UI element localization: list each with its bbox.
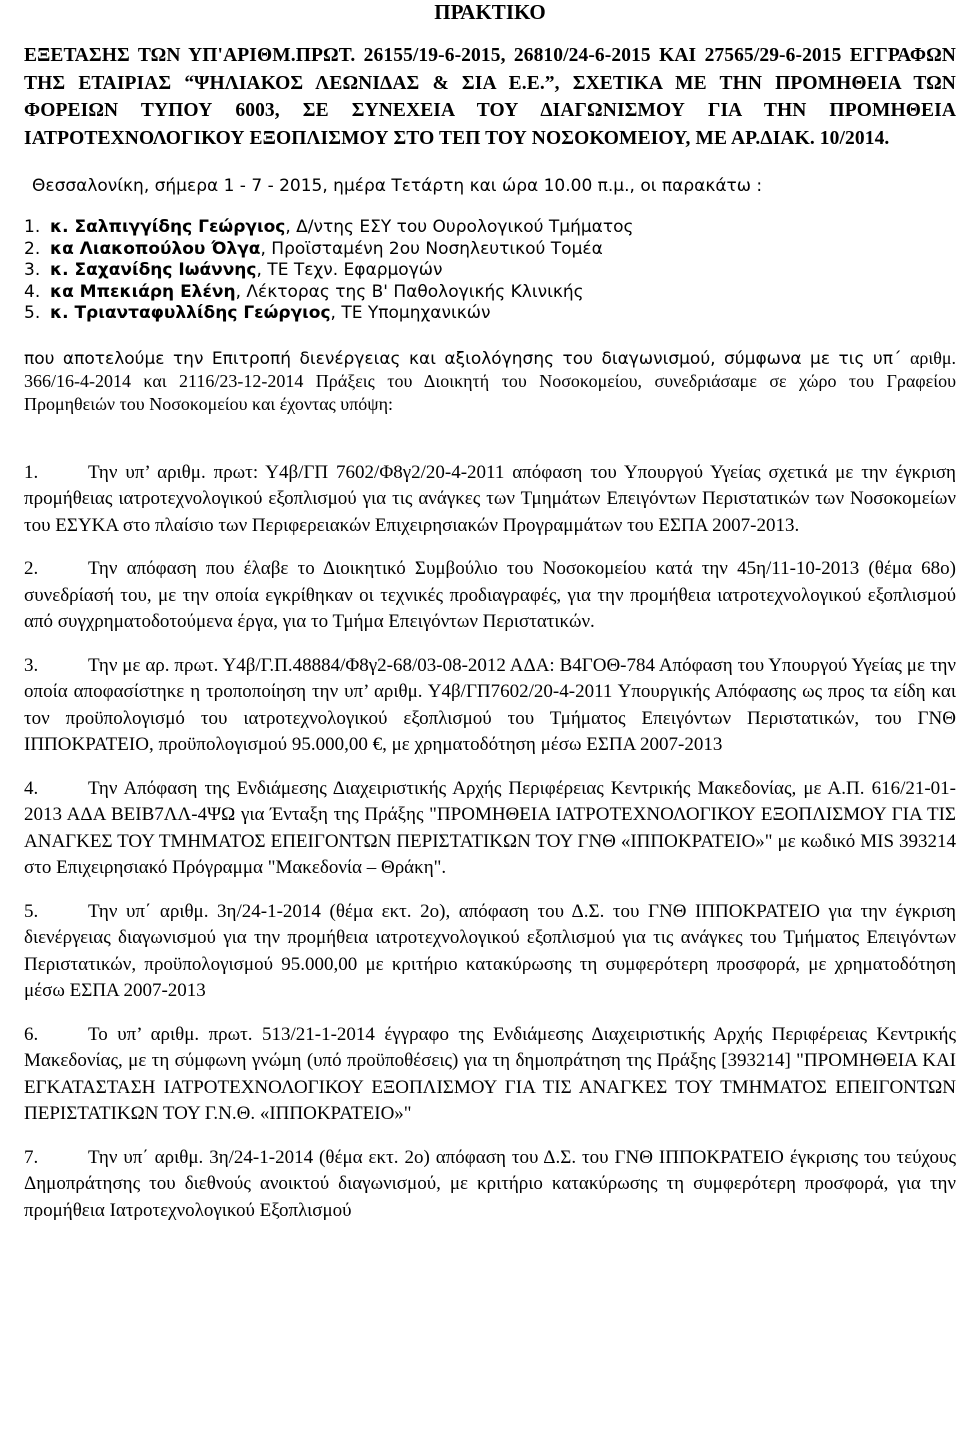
member-name: κα Μπεκιάρη Ελένη — [50, 281, 236, 302]
intro-text-part2: αριθμ. 366/16-4-2014 και 2116/23-12-2014 Πράξεις του Διοικητή του Νοσοκομείου, συνεδριάσαμε σε χώρο του Γραφείου Προμηθειών του Νοσοκομείου και έχοντας υπόψη: — [24, 347, 956, 414]
member-role: , ΤΕ Υπομηχανικών — [330, 303, 491, 323]
meeting-line: Θεσσαλονίκη, σήμερα 1 - 7 - 2015, ημέρα Τετάρτη και ώρα 10.00 π.μ., οι παρακάτω : — [32, 176, 763, 196]
considerations-list — [24, 460, 956, 1225]
member-role: , Λέκτορας της Β' Παθολογικής Κλινικής — [235, 281, 584, 302]
committee-member — [24, 239, 956, 261]
item-text: Την Απόφαση της Ενδιάμεσης Διαχειριστικής Αρχής Περιφέρειας Κεντρικής Μακεδονίας, με Α.Π. 616/21-01-2013 ΑΔΑ ΒΕΙΒ7ΛΛ-4ΨΩ για Ένταξη της Πράξης "ΠΡΟΜΗΘΕΙΑ ΙΑΤΡΟΤΕΧΝΟΛΟΓΙΚΟΥ ΕΞΟΠΛΙΣΜΟΥ ΓΙΑ ΤΙΣ ΑΝΑΓΚΕΣ ΤΟΥ ΤΜΗΜΑΤΟΣ ΕΠΕΙΓΟΝΤΩΝ ΠΕΡΙΣΤΑΤΙΚΩΝ ΤΟΥ ΓΝΘ «ΙΠΠΟΚΡΑΤΕΙΟ»" με κωδικό MIS 393214 στο Επιχειρησιακό Πρόγραμμα "Μακεδονία – Θράκη". — [24, 777, 956, 878]
item-text: Την υπ΄ αριθμ. 3η/24-1-2014 (θέμα εκτ. 2ο), απόφαση του Δ.Σ. του ΓΝΘ ΙΠΠΟΚΡΑΤΕΙΟ για την έγκριση διενέργειας διαγωνισμού για την προμήθεια ιατροτεχνολογικού εξοπλισμού για τις ανάγκες του Τμήματος Επειγόντων Περιστατικών, προϋπολογισμού 95.000,00 με κριτήριο κατακύρωσης τη συμφερότερη προσφορά, με χρηματοδότηση μέσω ΕΣΠΑ 2007-2013 — [24, 900, 956, 1001]
committee-member — [24, 303, 956, 325]
document-title: ΠΡΑΚΤΙΚΟ — [434, 0, 546, 24]
member-number: 5. — [24, 303, 41, 323]
member-name: κα Λιακοπούλου Όλγα — [50, 238, 261, 259]
committee-member — [24, 282, 956, 304]
document-page — [24, 0, 956, 1241]
member-role: , Προϊσταμένη 2ου Νοσηλευτικού Τομέα — [260, 238, 603, 259]
member-number: 1. — [24, 217, 41, 237]
member-role: , ΤΕ Τεχν. Εφαρμογών — [256, 260, 443, 280]
member-name: κ. Σαχανίδης Ιωάννης — [50, 260, 257, 280]
document-heading: ΕΞΕΤΑΣΗΣ ΤΩΝ ΥΠ'ΑΡΙΘΜ.ΠΡΩΤ. 26155/19-6-2015, 26810/24-6-2015 ΚΑΙ 27565/29-6-2015 ΕΓΓΡΑΦΩΝ ΤΗΣ ΕΤΑΙΡΙΑΣ “ΨΗΛΙΑΚΟΣ ΛΕΩΝΙΔΑΣ & ΣΙΑ Ε.Ε.”, ΣΧΕΤΙΚΑ ΜΕ ΤΗΝ ΠΡΟΜΗΘΕΙΑ ΤΩΝ ΦΟΡΕΙΩΝ ΤΥΠΟΥ 6003, ΣΕ ΣΥΝΕΧΕΙΑ ΤΟΥ ΔΙΑΓΩΝΙΣΜΟΥ ΓΙΑ ΤΗΝ ΠΡΟΜΗΘΕΙΑ ΙΑΤΡΟΤΕΧΝΟΛΟΓΙΚΟΥ ΕΞΟΠΛΙΣΜΟΥ ΣΤΟ ΤΕΠ ΤΟΥ ΝΟΣΟΚΟΜΕΙΟΥ, ΜΕ ΑΡ.ΔΙΑΚ. 10/2014. — [24, 45, 956, 149]
item-number: 1. — [24, 461, 39, 483]
committee-members-list — [24, 217, 956, 325]
consideration-item — [24, 1145, 956, 1225]
committee-member — [24, 260, 956, 282]
member-name: κ. Τριανταφυλλίδης Γεώργιος — [50, 303, 331, 323]
committee-member — [24, 217, 956, 239]
consideration-item — [24, 776, 956, 882]
consideration-item — [24, 1022, 956, 1128]
intro-text-part1: που αποτελούμε την Επιτροπή διενέργειας και αξιολόγησης του διαγωνισμού, σύμφωνα με τις υπ΄ — [24, 348, 902, 369]
consideration-item — [24, 460, 956, 540]
consideration-item — [24, 653, 956, 759]
member-role: , Δ/ντης ΕΣΥ του Ουρολογικού Τμήματος — [285, 217, 634, 237]
member-name: κ. Σαλπιγγίδης Γεώργιος — [50, 217, 286, 237]
item-text: Το υπ’ αριθμ. πρωτ. 513/21-1-2014 έγγραφο της Ενδιάμεσης Διαχειριστικής Αρχής Περιφέρειας Κεντρικής Μακεδονίας, με τη σύμφωνη γνώμη (υπό προϋποθέσεις) για τη δημοπράτηση της Πράξης [393214] "ΠΡΟΜΗΘΕΙΑ ΚΑΙ ΕΓΚΑΤΑΣΤΑΣΗ ΙΑΤΡΟΤΕΧΝΟΛΟΓΙΚΟΥ ΕΞΟΠΛΙΣΜΟΥ ΓΙΑ ΤΙΣ ΑΝΑΓΚΕΣ ΤΟΥ ΤΜΗΜΑΤΟΣ ΕΠΕΙΓΟΝΤΩΝ ΠΕΡΙΣΤΑΤΙΚΩΝ ΤΟΥ Γ.Ν.Θ. «ΙΠΠΟΚΡΑΤΕΙΟ»" — [24, 1023, 956, 1124]
item-number: 2. — [24, 558, 39, 579]
item-text: Την υπ΄ αριθμ. 3η/24-1-2014 (θέμα εκτ. 2ο) απόφαση του Δ.Σ. του ΓΝΘ ΙΠΠΟΚΡΑΤΕΙΟ έγκρισης του τεύχους Δημοπράτησης του διεθνούς ανοικτού διαγωνισμού, με κριτήριο κατακύρωσης τη συμφερότερη προσφορά, για την προμήθεια Ιατροτεχνολογικού Εξοπλισμού — [24, 1146, 956, 1221]
member-number: 2. — [24, 238, 41, 259]
item-number: 4. — [24, 777, 39, 799]
consideration-item — [24, 556, 956, 636]
member-number: 4. — [24, 281, 41, 302]
item-number: 5. — [24, 900, 39, 922]
item-number: 7. — [24, 1146, 39, 1168]
item-number: 3. — [24, 654, 39, 676]
item-text: Την απόφαση που έλαβε το Διοικητικό Συμβούλιο του Νοσοκομείου κατά την 45η/11-10-2013 (θέμα 68ο) συνεδρίασή του, με την οποία εγκρίθηκαν οι τεχνικές προδιαγραφές, για την προμήθεια ιατροτεχνολογικού εξοπλισμού από συγχρηματοδοτούμενα έργα, για το Τμήμα Επειγόντων Περιστατικών. — [24, 558, 956, 632]
item-number: 6. — [24, 1023, 39, 1045]
intro-paragraph — [24, 347, 956, 416]
item-text: Την υπ’ αριθμ. πρωτ: Υ4β/ΓΠ 7602/Φ8γ2/20-4-2011 απόφαση του Υπουργού Υγείας σχετικά με την έγκριση προμήθειας ιατροτεχνολογικού εξοπλισμού για τις ανάγκες των Τμημάτων Επειγόντων Περιστατικών των Νοσοκομείων του ΕΣΥΚΑ στο πλαίσιο των Περιφερειακών Επιχειρησιακών Προγραμμάτων του ΕΣΠΑ 2007-2013. — [24, 461, 956, 536]
member-number: 3. — [24, 260, 41, 280]
consideration-item — [24, 899, 956, 1005]
item-text: Την με αρ. πρωτ. Υ4β/Γ.Π.48884/Φ8γ2-68/03-08-2012 ΑΔΑ: Β4ΓΟΘ-784 Απόφαση του Υπουργού Υγείας με την οποία αποφασίστηκε η τροποποίηση την υπ’ αριθμ. Υ4β/ΓΠ7602/20-4-2011 Υπουργικής Απόφασης ως προς τα είδη και τον προϋπολογισμό του ιατροτεχνολογικού εξοπλισμού του Τμήματος Επειγόντων Περιστατικών, του ΓΝΘ ΙΠΠΟΚΡΑΤΕΙΟ, προϋπολογισμού 95.000,00 €, με χρηματοδότηση μέσω ΕΣΠΑ 2007-2013 — [24, 654, 956, 755]
